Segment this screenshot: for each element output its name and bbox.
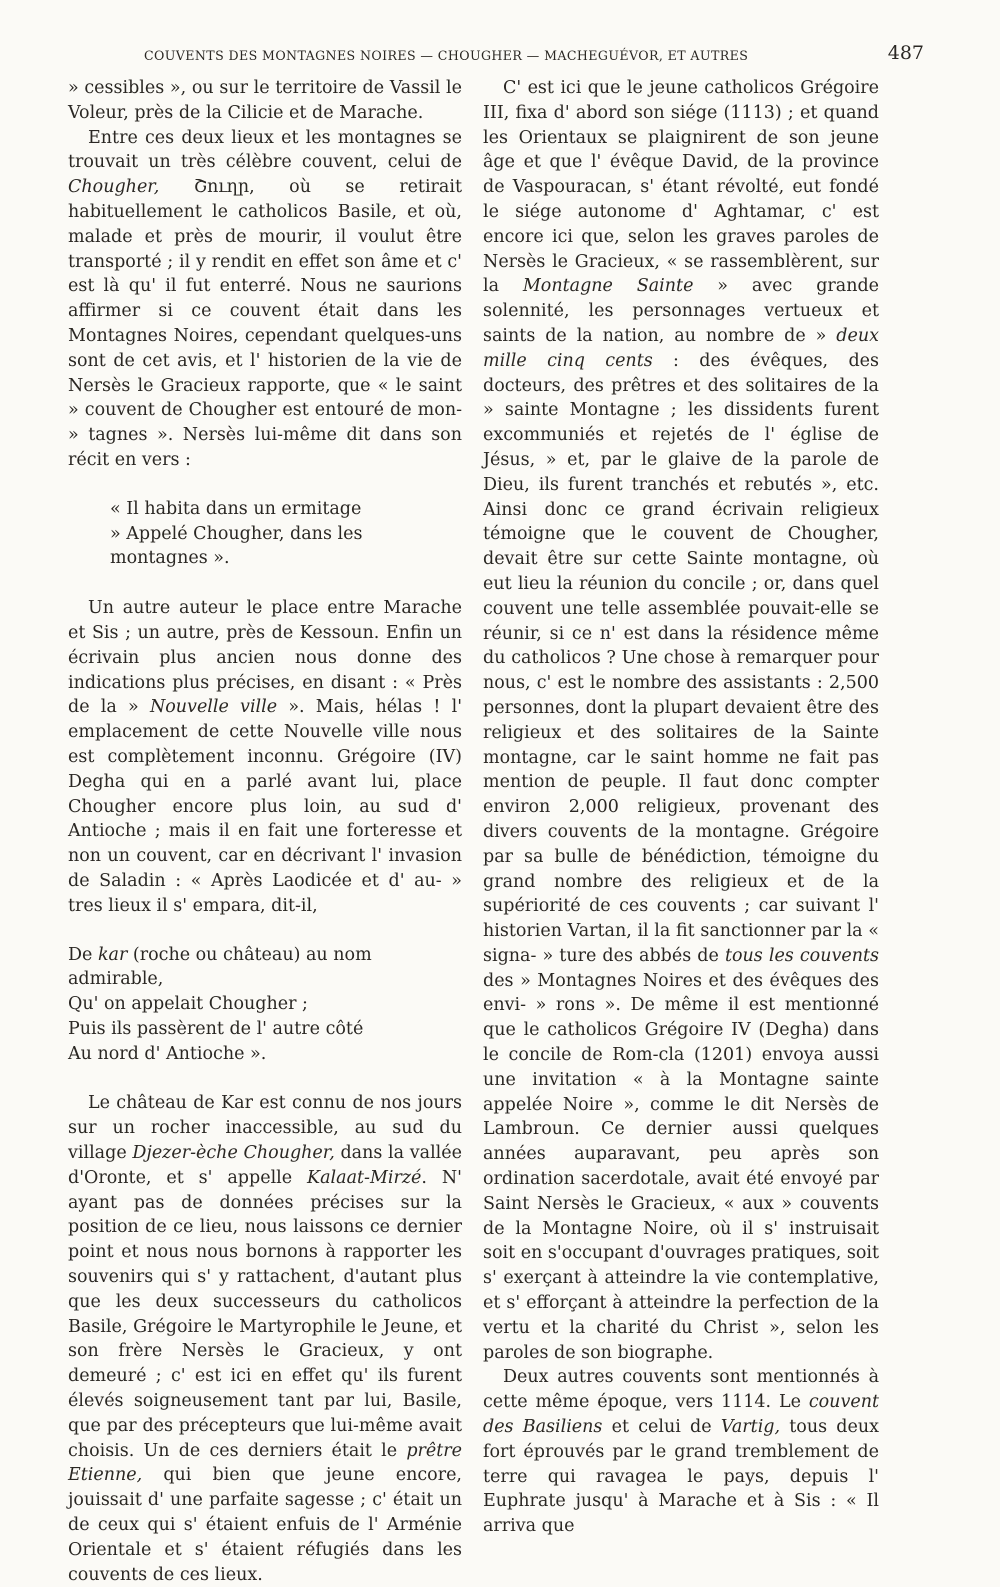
- verse-text: Puis ils passèrent de l' autre côté: [68, 1018, 364, 1039]
- verse-line: [68, 943, 462, 993]
- word-kar: kar: [97, 944, 128, 965]
- paragraph-chougher: [68, 126, 462, 473]
- text-run: » avec grande solennité, les personnages vertueux et saints de la nation, au nombre de »: [483, 276, 880, 346]
- term-deux-mille-cinq-cents: deux mille cinq cents: [483, 325, 879, 371]
- verse-line: [68, 1042, 462, 1067]
- paragraph-deux-couvents: [483, 1365, 879, 1539]
- text-run: » cessibles », ou sur le territoire de Vassil le Voleur, près de la Cilicie et de Marache.: [68, 78, 462, 123]
- paragraph-continuation: [68, 76, 462, 126]
- place-name-djezer: Djezer-èche Chougher,: [132, 1143, 335, 1164]
- name-pretre-etienne: prêtre Etienne,: [68, 1440, 462, 1486]
- right-column: [483, 76, 879, 1539]
- text-run: dans la vallée d'Oronte, et s' appelle: [68, 1143, 462, 1188]
- place-name-kalaat-mirze: Kalaat-Mirzé: [307, 1167, 422, 1188]
- verse-line: [68, 992, 462, 1017]
- verse-text: » Appelé Chougher, dans les montagnes ».: [110, 523, 363, 569]
- text-run: Deux autres couvents sont mentionnés à cette même époque, vers 1114. Le: [483, 1367, 879, 1413]
- verse-text: « Il habita dans un ermitage: [110, 498, 362, 519]
- page-number: 487: [887, 42, 924, 64]
- text-run: Le château de Kar est connu de nos jours sur un rocher inaccessible, au sud du village: [68, 1093, 462, 1164]
- running-title: COUVENTS DES MONTAGNES NOIRES — CHOUGHER — MACHEGUÉVOR, ET AUTRES: [144, 48, 749, 63]
- text-run: tous deux fort éprouvés par le grand tremblement de terre qui ravagea le pays, depuis l' Euphrate jusqu' à Marache et à Sis : « Il arriva que: [483, 1417, 879, 1537]
- place-name-vartig: Vartig,: [720, 1417, 781, 1438]
- text-run: qui bien que jeune encore, jouissait d' une parfaite sagesse ; c' était un de ceux qui s' étaient enfuis de l' Arménie Orientale et s' étaient réfugiés dans les couvents de ces lieux.: [68, 1465, 462, 1585]
- term-montagne-sainte: Montagne Sainte: [522, 276, 694, 297]
- term-tous-les-couvents: tous les couvents: [724, 945, 880, 966]
- paragraph-location: [68, 596, 462, 918]
- verse-line: [68, 522, 462, 572]
- text-run: Entre ces deux lieux et les montagnes se trouvait un très célèbre couvent, celui de: [68, 127, 462, 173]
- text-run: où se retirait habituellement le catholicos Basile, et où, malade et près de mourir, il voulut être transporté ; il y rendit en effet son âme et c' est là qu' il fut enterré. Nous ne saurions affirmer si ce couvent était dans les Montagnes Noires, cependant quelques-uns sont de cet avis, et l' historien de la vie de Nersès le Gracieux rapporte, que « le saint » couvent de Chougher est entouré de mon- » tagnes ». Nersès lui-même dit dans son récit en vers :: [68, 177, 462, 470]
- verse-text: Au nord d' Antioche ».: [68, 1043, 267, 1064]
- text-run: et celui de: [602, 1417, 721, 1438]
- running-header: [66, 40, 930, 70]
- text-run: Un autre auteur le place entre Marache et Sis ; un autre, près de Kessoun. Enfin un écrivain plus ancien nous donne des indications plus précises, en disant : « Près de la »: [68, 598, 462, 718]
- verse-text: Qu' on appelait Chougher ;: [68, 994, 308, 1015]
- text-run: : des évêques, des docteurs, des prêtres et des solitaires de la » sainte Montagne ; les dissidents furent excommuniés et rejetés de l' église de Jésus, » et, par le glaive de la parole de Dieu, ils furent tranchés et rebutés », etc. Ainsi donc ce grand écrivain religieux témoigne que le couvent de Chougher, devait être sur cette Sainte montagne, où eut lieu la réunion du concile ; or, dans quel couvent une telle assemblée pouvait-elle se réunir, si ce n' est dans la résidence même du catholicos ? Une chose à remarquer pour nous, c' est le nombre des assistants : 2,500 personnes, dont la plupart devaient être des religieux et des solitaires de la Sainte montagne, car le saint homme ne fait pas mention de peuple. Il faut donc compter environ 2,000 religieux, provenant des divers couvents de la montagne. Grégoire par sa bulle de bénédiction, témoigne du grand nombre des religieux et de la supériorité de ces couvents ; car suivant l' historien Vartan, il la fit sanctionner par la « signa- » ture des abbés de: [483, 350, 879, 966]
- verse-text: De: [68, 944, 98, 965]
- armenian-name: Շուղր,: [193, 177, 255, 198]
- text-run: C' est ici que le jeune catholicos Grégoire III, fixa d' abord son siége (1113) ; et quand les Orientaux se plaignirent de son jeune âge et que l' évêque David, de la province de Vaspouracan, s' étant révolté, eut fondé le siége autonome d' Aghtamar, c' est encore ici que, selon les graves paroles de Nersès le Gracieux, « se rassemblèrent, sur la: [483, 78, 879, 297]
- term-couvent-des-basiliens: couvent des Basiliens: [483, 1392, 879, 1438]
- verse-text: (roche ou château) au nom admirable,: [68, 944, 372, 990]
- place-name-nouvelle-ville: Nouvelle ville: [149, 697, 278, 718]
- paragraph-gregoire-iii: [483, 76, 879, 1365]
- verse-line: [68, 1017, 462, 1042]
- paragraph-chateau-kar: [68, 1091, 462, 1587]
- text-run: . N' ayant pas de données précises sur la position de ce lieu, nous laissons ce dernier point et nous nous bornons à rapporter les souvenirs qui s' y rattachent, d'autant plus que les deux successeurs du catholicos Basile, Grégoire le Martyrophile le Jeune, et son frère Nersès le Gracieux, y ont demeuré ; c' est ici en effet qu' ils furent élevés soigneusement tant par lui, Basile, que par des précepteurs que lui-même avait choisis. Un de ces derniers était le: [68, 1167, 462, 1461]
- text-run: ». Mais, hélas ! l' emplacement de cette Nouvelle ville nous est complètement inconnu. Grégoire (IV) Degha qui en a parlé avant lui, place Chougher encore plus loin, au sud d' Antioche ; mais il en fait une forteresse et non un couvent, car en décrivant l' invasion de Saladin : « Après Laodicée et d' au- » tres lieux il s' empara, dit-il,: [68, 697, 463, 916]
- text-run: des » Montagnes Noires et des évêques des envi- » rons ». De même il est mentionné que le catholicos Grégoire IV (Degha) dans le concile de Rom-cla (1201) envoya aussi une invitation « à la Montagne sainte appelée Noire », comme le dit Nersès de Lambroun. Ce dernier aussi quelques années auparavant, peu après son ordination sacerdotale, avait été envoyé par Saint Nersès le Gracieux, « aux » couvents de la Montagne Noire, où il s' instruisait soit en s'occupant d'ouvrages pratiques, soit s' exerçant à atteindre la vie contemplative, et s' efforçant à atteindre la perfection de la vertu et la charité du Christ », selon les paroles de son biographe.: [483, 970, 879, 1363]
- left-column: [68, 76, 462, 1587]
- place-name-chougher: Chougher,: [68, 177, 160, 198]
- verse-line: [68, 497, 462, 522]
